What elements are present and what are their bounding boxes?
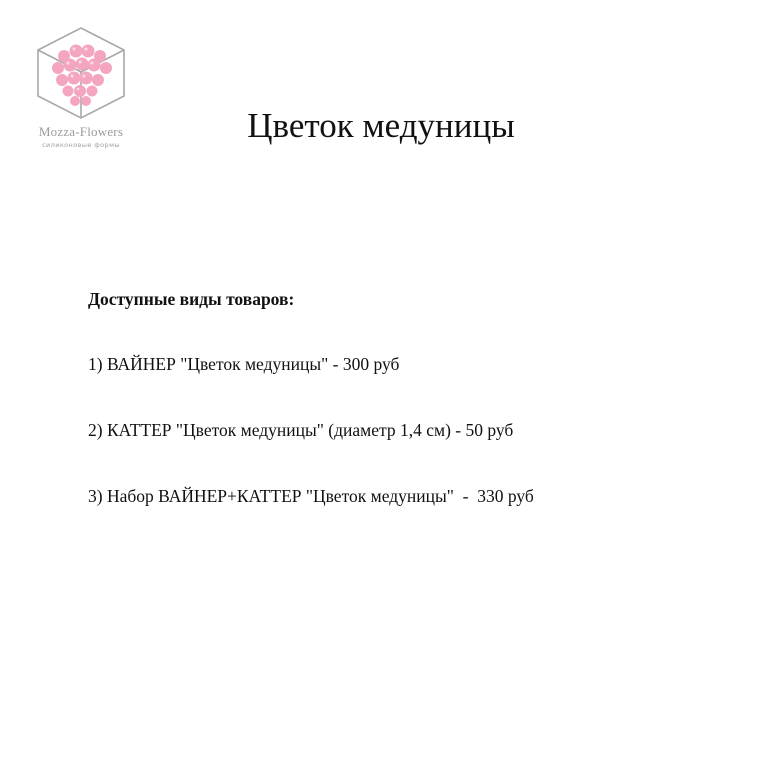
product-options: [88, 286, 728, 506]
list-item: 2) КАТТЕР "Цветок медуницы" (диаметр 1,4 см) - 50 руб: [88, 420, 514, 440]
list-item: 3) Набор ВАЙНЕР+КАТТЕР "Цветок медуницы" - 330 руб: [88, 486, 534, 506]
section-heading: Доступные виды товаров:: [88, 289, 295, 309]
page-title: Цветок медуницы: [247, 106, 515, 145]
list-item: 1) ВАЙНЕР "Цветок медуницы" - 300 руб: [88, 354, 400, 374]
logo-brand-name: Mozza-Flowers: [38, 124, 124, 139]
logo-tagline: силиконовые формы: [42, 141, 120, 149]
